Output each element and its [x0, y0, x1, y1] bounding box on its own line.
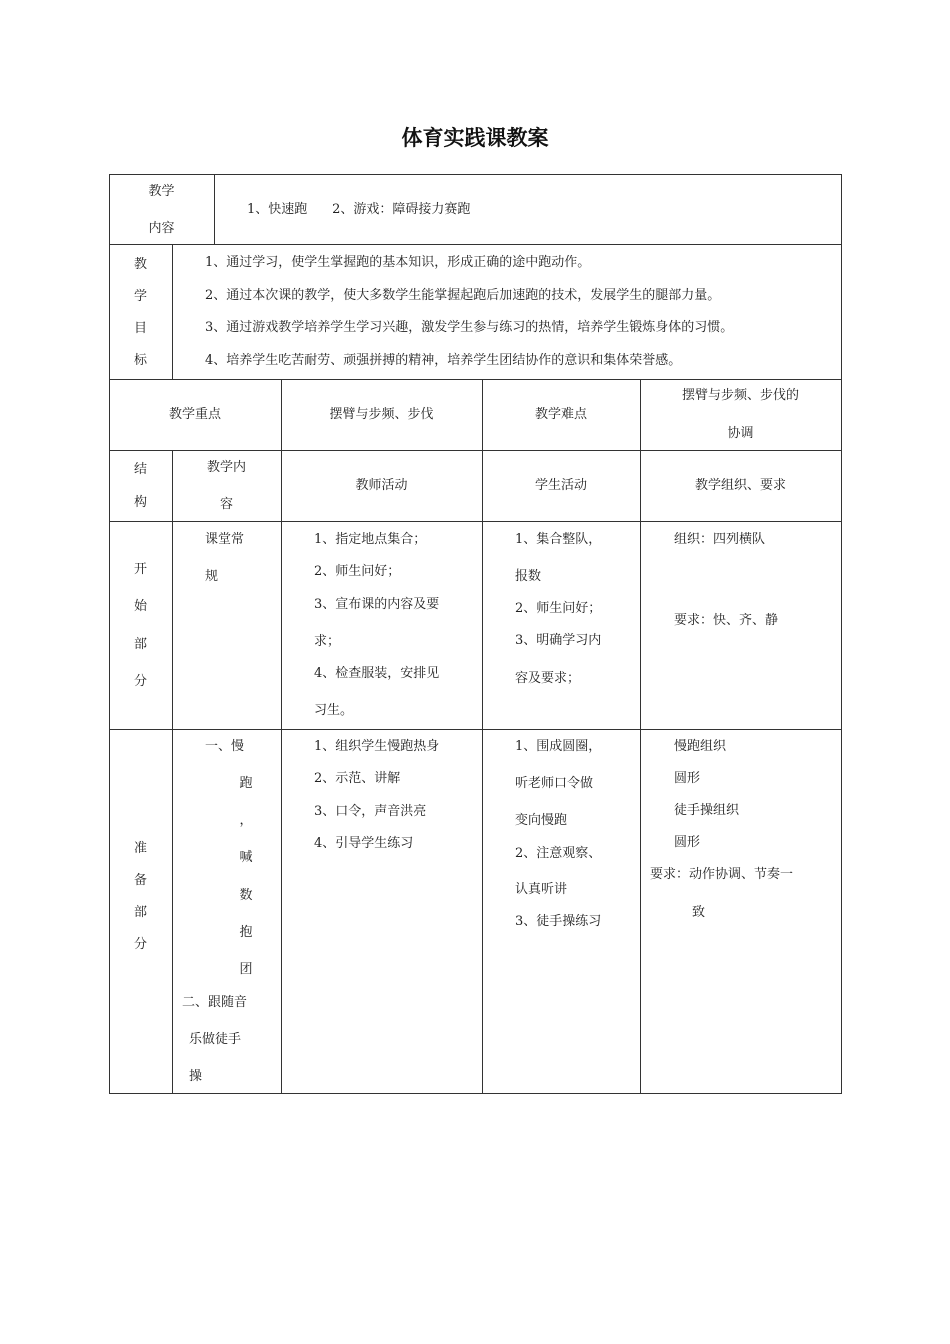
- key-point-value: 摆臂与步频、步伐: [329, 407, 434, 422]
- start-student-line: 3、明确学习内: [515, 633, 602, 648]
- prep-content-char: ，: [239, 813, 253, 828]
- student-activity-header: 学生活动: [534, 478, 587, 493]
- prep-content-char: 抱: [239, 925, 253, 940]
- prep-organization-line: 慢跑组织: [674, 739, 727, 754]
- prep-section-label-char: 准: [133, 841, 147, 856]
- prep-content-line: 一、慢: [205, 739, 245, 754]
- objective-item: 1、通过学习，使学生掌握跑的基本知识，形成正确的途中跑动作。: [205, 255, 591, 270]
- organization-header: 教学组织、要求: [694, 478, 786, 493]
- start-student-line: 报数: [515, 569, 542, 584]
- start-teacher-line: 4、检查服装，安排见: [314, 666, 440, 681]
- prep-content-line: 操: [189, 1069, 203, 1084]
- prep-teacher-line: 2、示范、讲解: [314, 771, 401, 786]
- prep-teacher-line: 4、引导学生练习: [314, 836, 414, 851]
- start-teacher-line: 2、师生问好；: [314, 564, 401, 579]
- start-student-line: 1、集合整队，: [515, 532, 602, 547]
- start-requirement: 要求：快、齐、静: [674, 613, 779, 628]
- difficulty-value-line2: 协调: [727, 426, 754, 441]
- difficulty-label: 教学难点: [534, 407, 587, 422]
- key-point-label: 教学重点: [168, 407, 221, 422]
- start-section-label-char: 部: [133, 637, 147, 652]
- objectives-label-char: 标: [133, 353, 147, 368]
- objectives-label-char: 学: [133, 289, 147, 304]
- start-teacher-line: 3、宣布课的内容及要: [314, 597, 440, 612]
- prep-student-line: 变向慢跑: [515, 813, 568, 828]
- prep-content-char: 跑: [239, 776, 253, 791]
- prep-section-label-char: 备: [133, 873, 147, 888]
- prep-organization-line: 圆形: [674, 835, 701, 850]
- prep-student-line: 认真听讲: [515, 882, 568, 897]
- prep-student-line: 2、注意观察、: [515, 846, 602, 861]
- prep-content-char: 团: [239, 962, 253, 977]
- content-header-line2: 容: [219, 497, 233, 512]
- objective-item: 2、通过本次课的教学，使大多数学生能掌握起跑后加速跑的技术，发展学生的腿部力量。: [205, 288, 721, 303]
- objective-item: 3、通过游戏教学培养学生学习兴趣，激发学生参与练习的热情，培养学生锻炼身体的习惯。: [205, 320, 734, 335]
- prep-content-line: 乐做徒手: [189, 1032, 242, 1047]
- content-text: 1、快速跑 2、游戏：障碍接力赛跑: [247, 202, 471, 217]
- prep-organization-line: 徒手操组织: [674, 803, 740, 818]
- start-teacher-line: 求；: [314, 634, 341, 649]
- start-section-label-char: 开: [133, 562, 147, 577]
- prep-student-line: 3、徒手操练习: [515, 914, 602, 929]
- teacher-activity-header: 教师活动: [355, 478, 408, 493]
- content-header-line1: 教学内: [206, 460, 246, 475]
- page-title: 体育实践课教案: [401, 125, 549, 150]
- objectives-label-char: 目: [133, 321, 147, 336]
- prep-organization-line: 圆形: [674, 771, 701, 786]
- start-content-line2: 规: [205, 569, 219, 584]
- start-student-line: 容及要求；: [515, 671, 581, 686]
- prep-content-char: 喊: [239, 850, 253, 865]
- prep-requirement-line2: 致: [692, 905, 706, 920]
- start-teacher-line: 1、指定地点集合；: [314, 532, 427, 547]
- objectives-label-char: 教: [133, 257, 147, 272]
- difficulty-value-line1: 摆臂与步频、步伐的: [681, 388, 799, 403]
- prep-teacher-line: 3、口令，声音洪亮: [314, 804, 427, 819]
- content-label-line1: 教学: [148, 184, 175, 199]
- prep-section-label-char: 部: [133, 905, 147, 920]
- prep-teacher-line: 1、组织学生慢跑热身: [314, 739, 440, 754]
- content-label-line2: 内容: [148, 221, 175, 236]
- structure-header-char: 结: [133, 462, 147, 477]
- structure-header-char: 构: [133, 495, 147, 510]
- start-section-label-char: 始: [133, 599, 147, 614]
- start-section-label-char: 分: [133, 674, 147, 689]
- prep-student-line: 听老师口令做: [515, 776, 594, 791]
- prep-section-label-char: 分: [133, 937, 147, 952]
- prep-content-char: 数: [239, 888, 253, 903]
- objective-item: 4、培养学生吃苦耐劳、顽强拼搏的精神，培养学生团结协作的意识和集体荣誉感。: [205, 353, 682, 368]
- start-organization: 组织：四列横队: [674, 532, 766, 547]
- prep-requirement-line1: 要求：动作协调、节奏一: [650, 867, 794, 882]
- prep-student-line: 1、围成圆圈，: [515, 739, 602, 754]
- start-teacher-line: 习生。: [314, 703, 354, 718]
- prep-content-line: 二、跟随音: [182, 995, 248, 1010]
- start-student-line: 2、师生问好；: [515, 601, 602, 616]
- start-content-line1: 课堂常: [205, 532, 245, 547]
